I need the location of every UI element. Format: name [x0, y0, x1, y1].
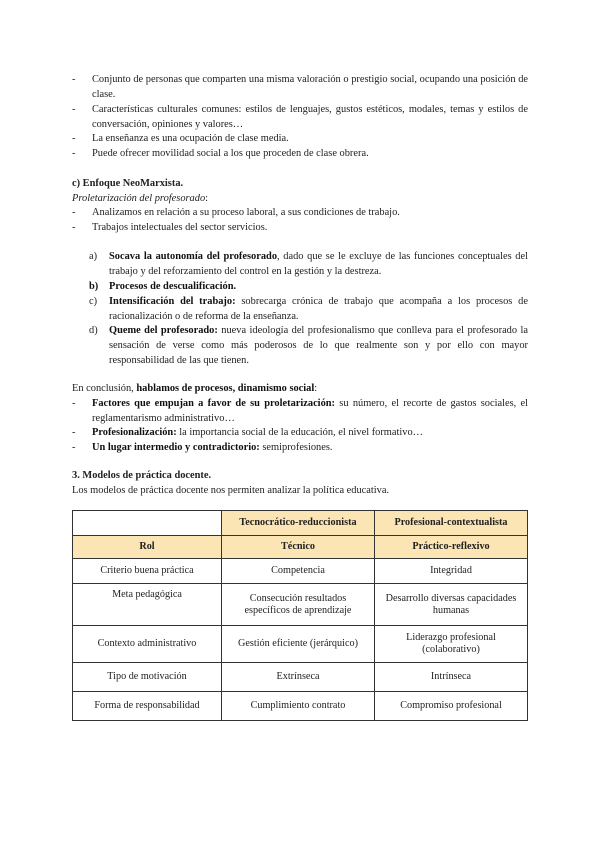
table-cell: Competencia: [222, 559, 375, 584]
models-table: [72, 510, 528, 721]
table-cell: Desarrollo diversas capacidades humanas: [375, 584, 528, 626]
conclusion-paragraph: En conclusión, hablamos de procesos, dinamismo social:: [72, 383, 318, 394]
lettered-item: a) Socava la autonomía del profesorado, dado que se le excluye de las funciones conceptuales del trabajo y del reforzamiento del control en la gestión y la destreza.: [89, 251, 528, 277]
table-cell: Compromiso profesional: [375, 692, 528, 721]
table-cell: Integridad: [375, 559, 528, 584]
section-heading: 3. Modelos de práctica docente.: [72, 470, 212, 481]
list-item: - Trabajos intelectuales del sector servicios.: [72, 222, 268, 233]
lettered-item: b) Procesos de descualificación.: [89, 281, 237, 292]
table-cell: Cumplimiento contrato: [222, 692, 375, 721]
table-header-row: [73, 511, 528, 536]
table-header-cell: Tecnocrático-reduccionista: [222, 511, 375, 536]
list-item: - Profesionalización: la importancia social de la educación, el nivel formativo…: [72, 427, 424, 438]
table-cell: Consecución resultados específicos de aprendizaje: [222, 584, 375, 626]
section-subheading: Proletarización del profesorado:: [72, 193, 209, 204]
table-cell: Tipo de motivación: [73, 663, 222, 692]
table-cell: Criterio buena práctica: [73, 559, 222, 584]
table-header-cell: Rol: [73, 536, 222, 559]
table-header-cell: Práctico-reflexivo: [375, 536, 528, 559]
list-item: - La enseñanza es una ocupación de clase media.: [72, 133, 289, 144]
table-cell: Contexto administrativo: [73, 626, 222, 663]
lettered-item: d) Queme del profesorado: nueva ideología del profesionalismo que conlleva para el profesorado la sensación de verse como más poderosos de lo que realmente son y por ello con mayor responsabilidad de las que tienen.: [89, 325, 528, 366]
lettered-item: c) Intensificación del trabajo: sobrecarga crónica de trabajo que acompaña a los procesos de racionalización o de reforma de la enseñanza.: [89, 296, 528, 322]
list-item: - Analizamos en relación a su proceso laboral, a sus condiciones de trabajo.: [72, 207, 400, 218]
list-item: - Factores que empujan a favor de su proletarización: su número, el recorte de gastos sociales, el reglamentarismo administrativo…: [72, 398, 529, 424]
list-item: - Conjunto de personas que comparten una misma valoración o prestigio social, ocupando una posición de clase.: [72, 74, 528, 100]
list-item: - Un lugar intermedio y contradictorio: semiprofesiones.: [72, 442, 333, 453]
table-cell: Intrínseca: [375, 663, 528, 692]
table-cell: Forma de responsabilidad: [73, 692, 222, 721]
list-item: - Puede ofrecer movilidad social a los que proceden de clase obrera.: [72, 148, 369, 159]
table-cell: Meta pedagógica: [73, 584, 222, 626]
table-cell: Gestión eficiente (jerárquico): [222, 626, 375, 663]
table-row: [73, 559, 528, 584]
table-cell: [73, 511, 222, 536]
section-heading: c) Enfoque NeoMarxista.: [72, 178, 184, 189]
table-cell: Extrínseca: [222, 663, 375, 692]
list-item: - Características culturales comunes: estilos de lenguajes, gustos estéticos, modales, temas y estilos de conversación, opiniones y valores…: [72, 104, 528, 130]
table-row: [73, 584, 528, 626]
table-header-cell: Profesional-contextualista: [375, 511, 528, 536]
table-cell: Liderazgo profesional (colaborativo): [375, 626, 528, 663]
table-role-row: [73, 536, 528, 559]
table-row: [73, 663, 528, 692]
table-row: [73, 692, 528, 721]
table-header-cell: Técnico: [222, 536, 375, 559]
section-intro: Los modelos de práctica docente nos permiten analizar la política educativa.: [72, 485, 390, 496]
table-row: [73, 626, 528, 663]
